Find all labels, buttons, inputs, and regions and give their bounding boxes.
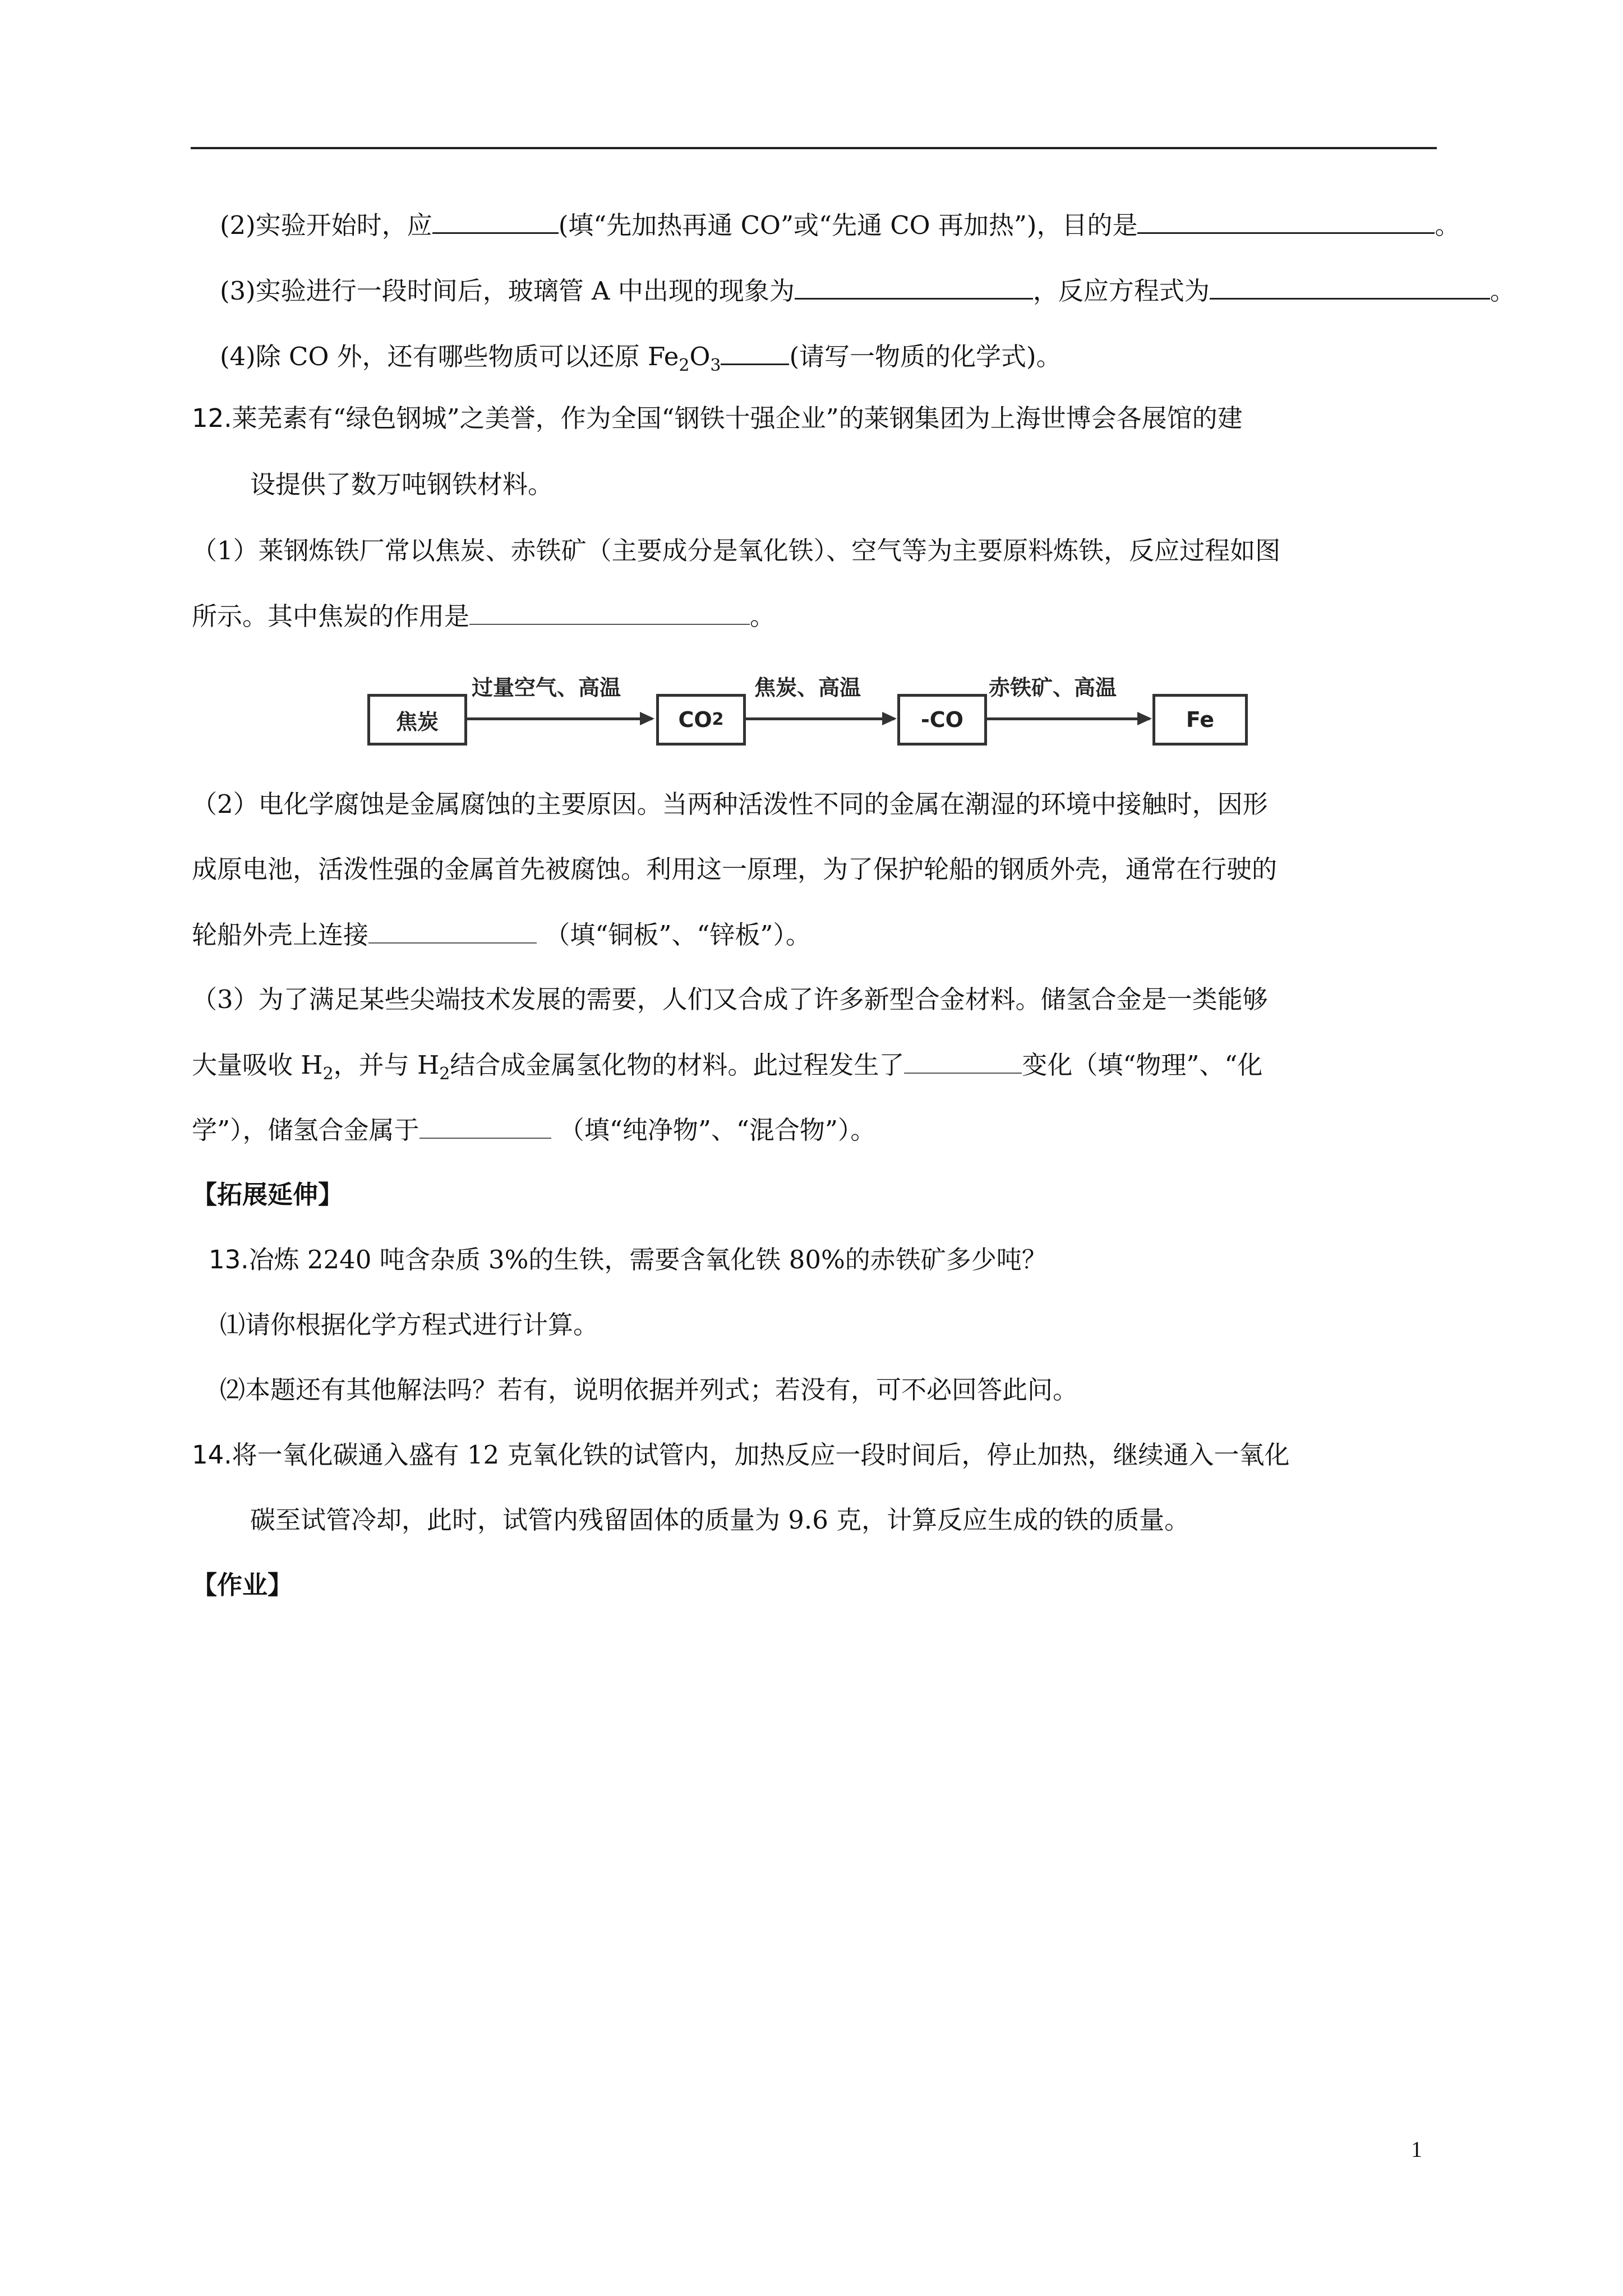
answer-blank[interactable] — [419, 1113, 551, 1139]
q11-part2-text-b: (填“先加热再通 CO”或“先通 CO 再加热”)，目的是 — [558, 210, 1138, 240]
subscript: 3 — [710, 356, 721, 375]
question-number: 14. — [192, 1440, 232, 1470]
q11-part3 — [220, 273, 1515, 308]
question-number: 13. — [209, 1245, 249, 1274]
co2-text: CO — [678, 707, 712, 732]
section-heading-extend: 【拓展延伸】 — [192, 1180, 344, 1209]
flow-arrow-3 — [987, 717, 1150, 720]
header-rule — [191, 147, 1437, 149]
page-number: 1 — [1411, 2137, 1422, 2162]
answer-blank[interactable] — [368, 918, 537, 944]
q13-sub2: ⑵本题还有其他解法吗？若有，说明依据并列式；若没有，可不必回答此问。 — [220, 1375, 1078, 1405]
q11-part2 — [220, 208, 1460, 242]
subscript: 2 — [322, 1064, 334, 1084]
q12-part2-line2: 成原电池，活泼性强的金属首先被腐蚀。利用这一原理，为了保护轮船的钢质外壳，通常在行驶的 — [192, 854, 1278, 884]
q11-part2-end: 。 — [1435, 210, 1460, 240]
flow-label-2: 焦炭、高温 — [754, 675, 861, 700]
q12-part1-line1: （1）莱钢炼铁厂常以焦炭、赤铁矿（主要成分是氧化铁）、空气等为主要原料炼铁，反应过程如图 — [192, 536, 1281, 565]
q12-part2-text: 轮船外壳上连接 — [192, 920, 369, 950]
flow-label-3: 赤铁矿、高温 — [989, 675, 1117, 700]
q11-part4-text-b: (请写一物质的化学式)。 — [789, 342, 1062, 371]
subscript: 2 — [439, 1064, 450, 1084]
q14-line2: 碳至试管冷却，此时，试管内残留固体的质量为 9.6 克，计算反应生成的铁的质量。 — [250, 1505, 1190, 1535]
flow-box-fe: Fe — [1152, 694, 1248, 746]
q12-part3-line1: （3）为了满足某些尖端技术发展的需要，人们又合成了许多新型合金材料。储氢合金是一类能够 — [192, 984, 1268, 1014]
q12-line1 — [192, 402, 1243, 435]
flow-box-co: -CO — [897, 694, 987, 746]
q12-part2-line1: （2）电化学腐蚀是金属腐蚀的主要原因。当两种活泼性不同的金属在潮湿的环境中接触时，因形 — [192, 789, 1268, 819]
q11-part3-end: 。 — [1490, 276, 1515, 306]
q12-part3-text-c: 结合成金属氢化物的材料。此过程发生了 — [450, 1050, 905, 1080]
section-heading-homework: 【作业】 — [192, 1570, 293, 1600]
q12-part3-text-e: 学”），储氢合金属于 — [192, 1115, 419, 1145]
q11-part3-text-b: ，反应方程式为 — [1032, 276, 1210, 306]
q12-part1-line2 — [192, 599, 775, 633]
answer-blank[interactable] — [1210, 273, 1490, 300]
q13-sub1: ⑴请你根据化学方程式进行计算。 — [220, 1310, 599, 1340]
q11-part4-text-a: (4)除 CO 外，还有哪些物质可以还原 Fe — [220, 342, 679, 371]
q12-text: 莱芜素有“绿色钢城”之美誉，作为全国“钢铁十强企业”的莱钢集团为上海世博会各展馆的建 — [232, 403, 1243, 433]
answer-blank[interactable] — [904, 1048, 1022, 1074]
q14-text: 将一氧化碳通入盛有 12 克氧化铁的试管内，加热反应一段时间后，停止加热，继续通入一氧化 — [232, 1440, 1290, 1470]
q13-line — [209, 1243, 1047, 1277]
subscript: 2 — [679, 356, 690, 375]
answer-blank[interactable] — [432, 208, 559, 234]
q12-line2: 设提供了数万吨钢铁材料。 — [250, 470, 554, 499]
answer-blank[interactable] — [1137, 208, 1435, 234]
q12-part1-end: 。 — [750, 601, 776, 631]
q11-part4-oxygen: O — [689, 342, 711, 371]
flow-arrow-1 — [467, 717, 652, 720]
q12-part3-line2 — [192, 1048, 1262, 1082]
q12-part3-options: （填“纯净物”、“混合物”）。 — [551, 1115, 876, 1145]
q12-part3-text-d: 变化（填“物理”、“化 — [1022, 1050, 1263, 1080]
answer-blank[interactable] — [795, 273, 1033, 300]
q11-part4 — [220, 339, 1062, 374]
flow-label-1: 过量空气、高温 — [472, 675, 621, 700]
q12-part3-line3 — [192, 1113, 875, 1147]
answer-blank[interactable] — [721, 339, 789, 365]
q12-part3-text-b: ，并与 H — [333, 1050, 440, 1080]
q12-part1-text: 所示。其中焦炭的作用是 — [192, 601, 470, 631]
q12-part2-options: （填“铜板”、“锌板”）。 — [537, 920, 811, 950]
q13-text: 冶炼 2240 吨含杂质 3%的生铁，需要含氧化铁 80%的赤铁矿多少吨？ — [248, 1245, 1047, 1274]
q14-line1 — [192, 1438, 1289, 1472]
q12-part3-text-a: 大量吸收 H — [192, 1050, 323, 1080]
q11-part3-text-a: (3)实验进行一段时间后，玻璃管 A 中出现的现象为 — [220, 276, 795, 306]
ironmaking-flow-diagram — [367, 670, 1253, 754]
flow-box-co2: CO 2 — [656, 694, 746, 746]
q11-part2-text-a: (2)实验开始时，应 — [220, 210, 432, 240]
flow-box-coke: 焦炭 — [367, 694, 467, 746]
question-number: 12. — [192, 403, 232, 433]
q12-part2-line3 — [192, 918, 811, 952]
flow-arrow-2 — [746, 717, 895, 720]
answer-blank[interactable] — [469, 599, 750, 625]
